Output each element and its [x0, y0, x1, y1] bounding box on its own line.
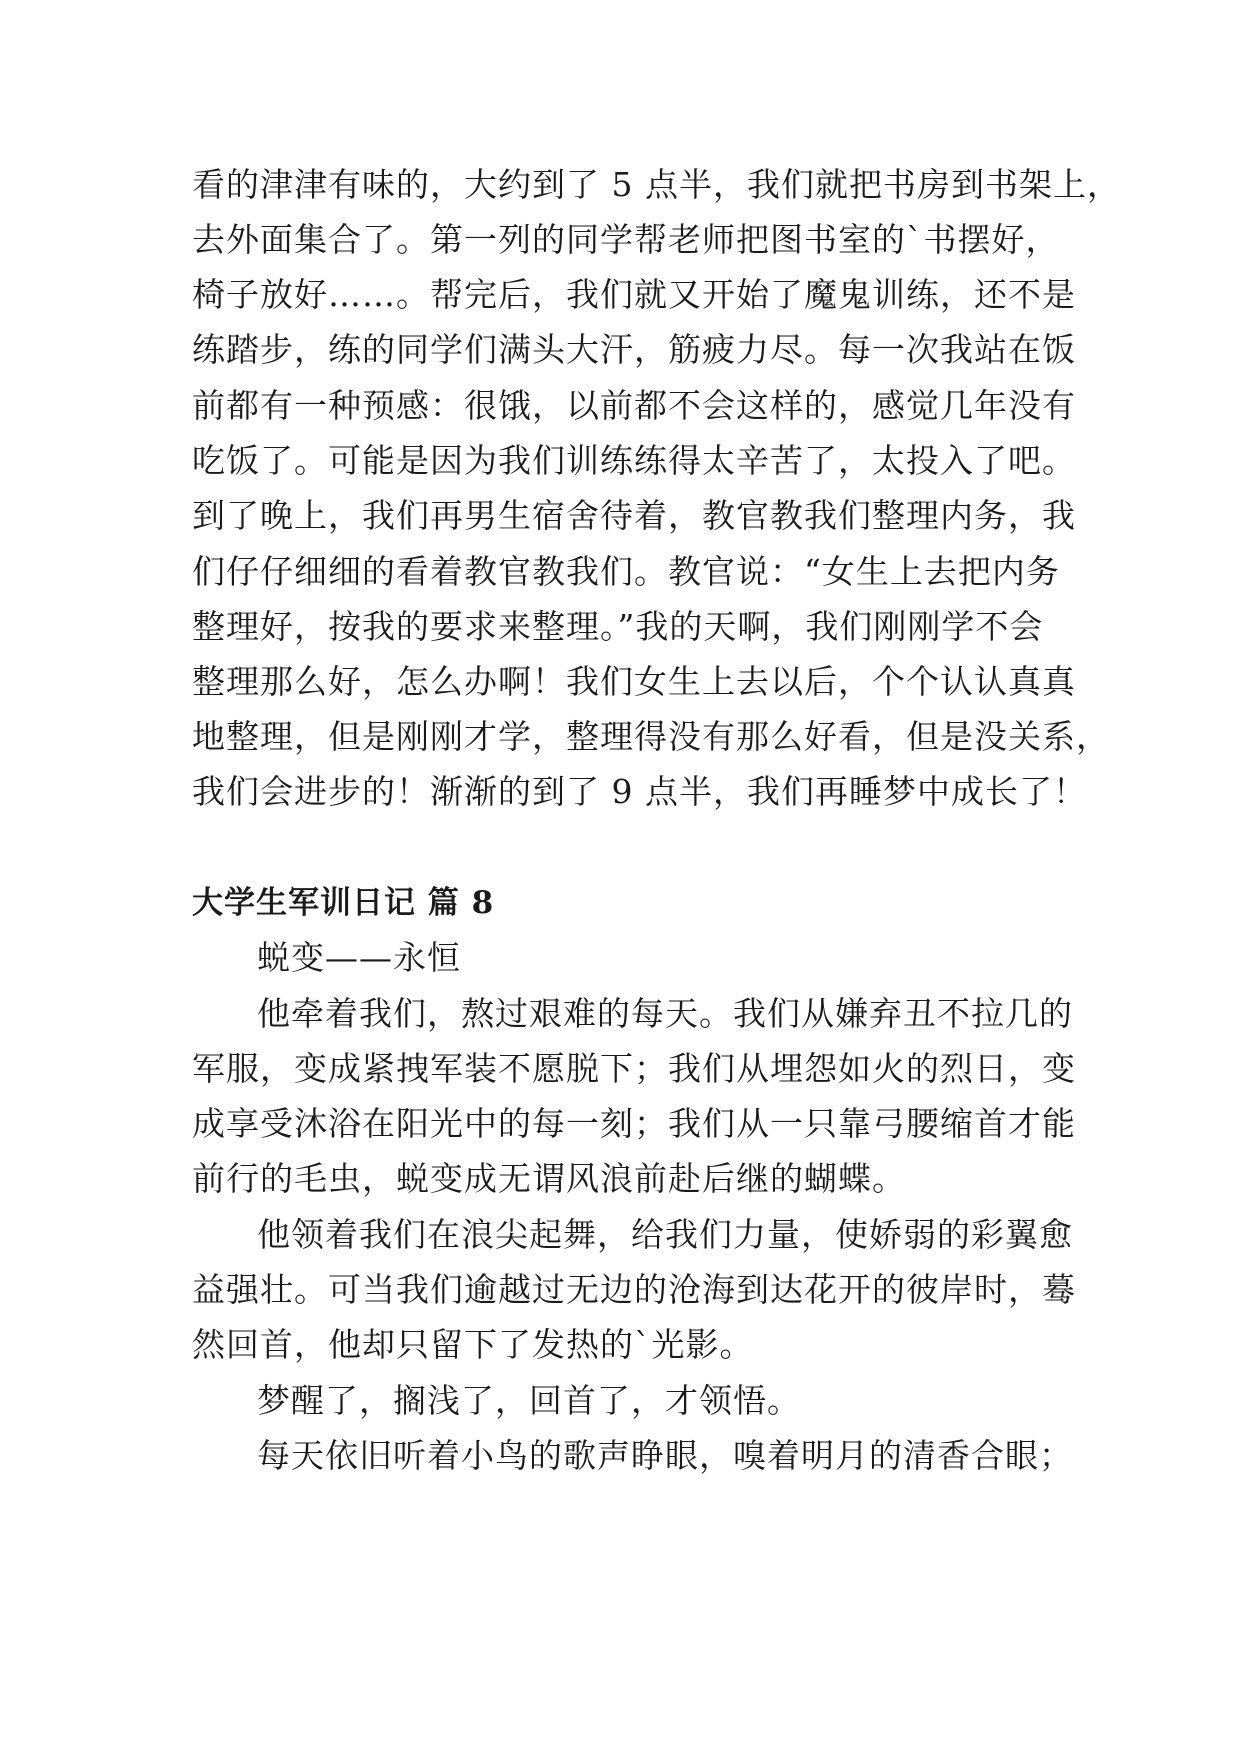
paragraph-line: 然回首，他却只留下了发热的`光影。 — [192, 1325, 754, 1364]
paragraph-line: 我们会进步的！渐渐的到了 9 点半，我们再睡梦中成长了！ — [192, 772, 1087, 811]
paragraph-line: 看的津津有味的，大约到了 5 点半，我们就把书房到书架上， — [192, 165, 1121, 204]
paragraph-line: 椅子放好……。帮完后，我们就又开始了魔鬼训练，还不是 — [192, 275, 1076, 314]
paragraph-line: 吃饭了。可能是因为我们训练练得太辛苦了，太投入了吧。 — [192, 441, 1076, 480]
paragraph-line: 梦醒了，搁浅了，回首了，才领悟。 — [257, 1381, 801, 1420]
section-subtitle: 蜕变——永恒 — [257, 938, 461, 977]
paragraph-line: 去外面集合了。第一列的同学帮老师把图书室的`书摆好， — [192, 220, 1060, 259]
paragraph-line: 整理那么好，怎么办啊！我们女生上去以后，个个认认真真 — [192, 662, 1076, 701]
paragraph-line: 前都有一种预感：很饿，以前都不会这样的，感觉几年没有 — [192, 386, 1076, 425]
paragraph-line: 前行的毛虫，蜕变成无谓风浪前赴后继的蝴蝶。 — [192, 1159, 906, 1198]
paragraph-line: 们仔仔细细的看着教官教我们。教官说：“女生上去把内务 — [192, 552, 1060, 591]
paragraph-line: 练踏步，练的同学们满头大汗，筋疲力尽。每一次我站在饭 — [192, 330, 1076, 369]
paragraph-line: 到了晚上，我们再男生宿舍待着，教官教我们整理内务，我 — [192, 496, 1076, 535]
section-heading: 大学生军训日记 篇 8 — [192, 885, 495, 921]
paragraph-line: 整理好，按我的要求来整理。”我的天啊，我们刚刚学不会 — [192, 607, 1044, 646]
paragraph-line: 军服，变成紧拽军装不愿脱下；我们从埋怨如火的烈日，变 — [192, 1049, 1076, 1088]
paragraph-line: 益强壮。可当我们逾越过无边的沧海到达花开的彼岸时，蓦 — [192, 1270, 1076, 1309]
paragraph-line: 他牵着我们，熬过艰难的每天。我们从嫌弃丑不拉几的 — [257, 994, 1073, 1033]
paragraph-line: 每天依旧听着小鸟的歌声睁眼，嗅着明月的清香合眼； — [257, 1436, 1073, 1475]
paragraph-line: 成享受沐浴在阳光中的每一刻；我们从一只靠弓腰缩首才能 — [192, 1104, 1076, 1143]
paragraph-line: 地整理，但是刚刚才学，整理得没有那么好看，但是没关系， — [192, 717, 1110, 756]
paragraph-line: 他领着我们在浪尖起舞，给我们力量，使娇弱的彩翼愈 — [257, 1215, 1073, 1254]
